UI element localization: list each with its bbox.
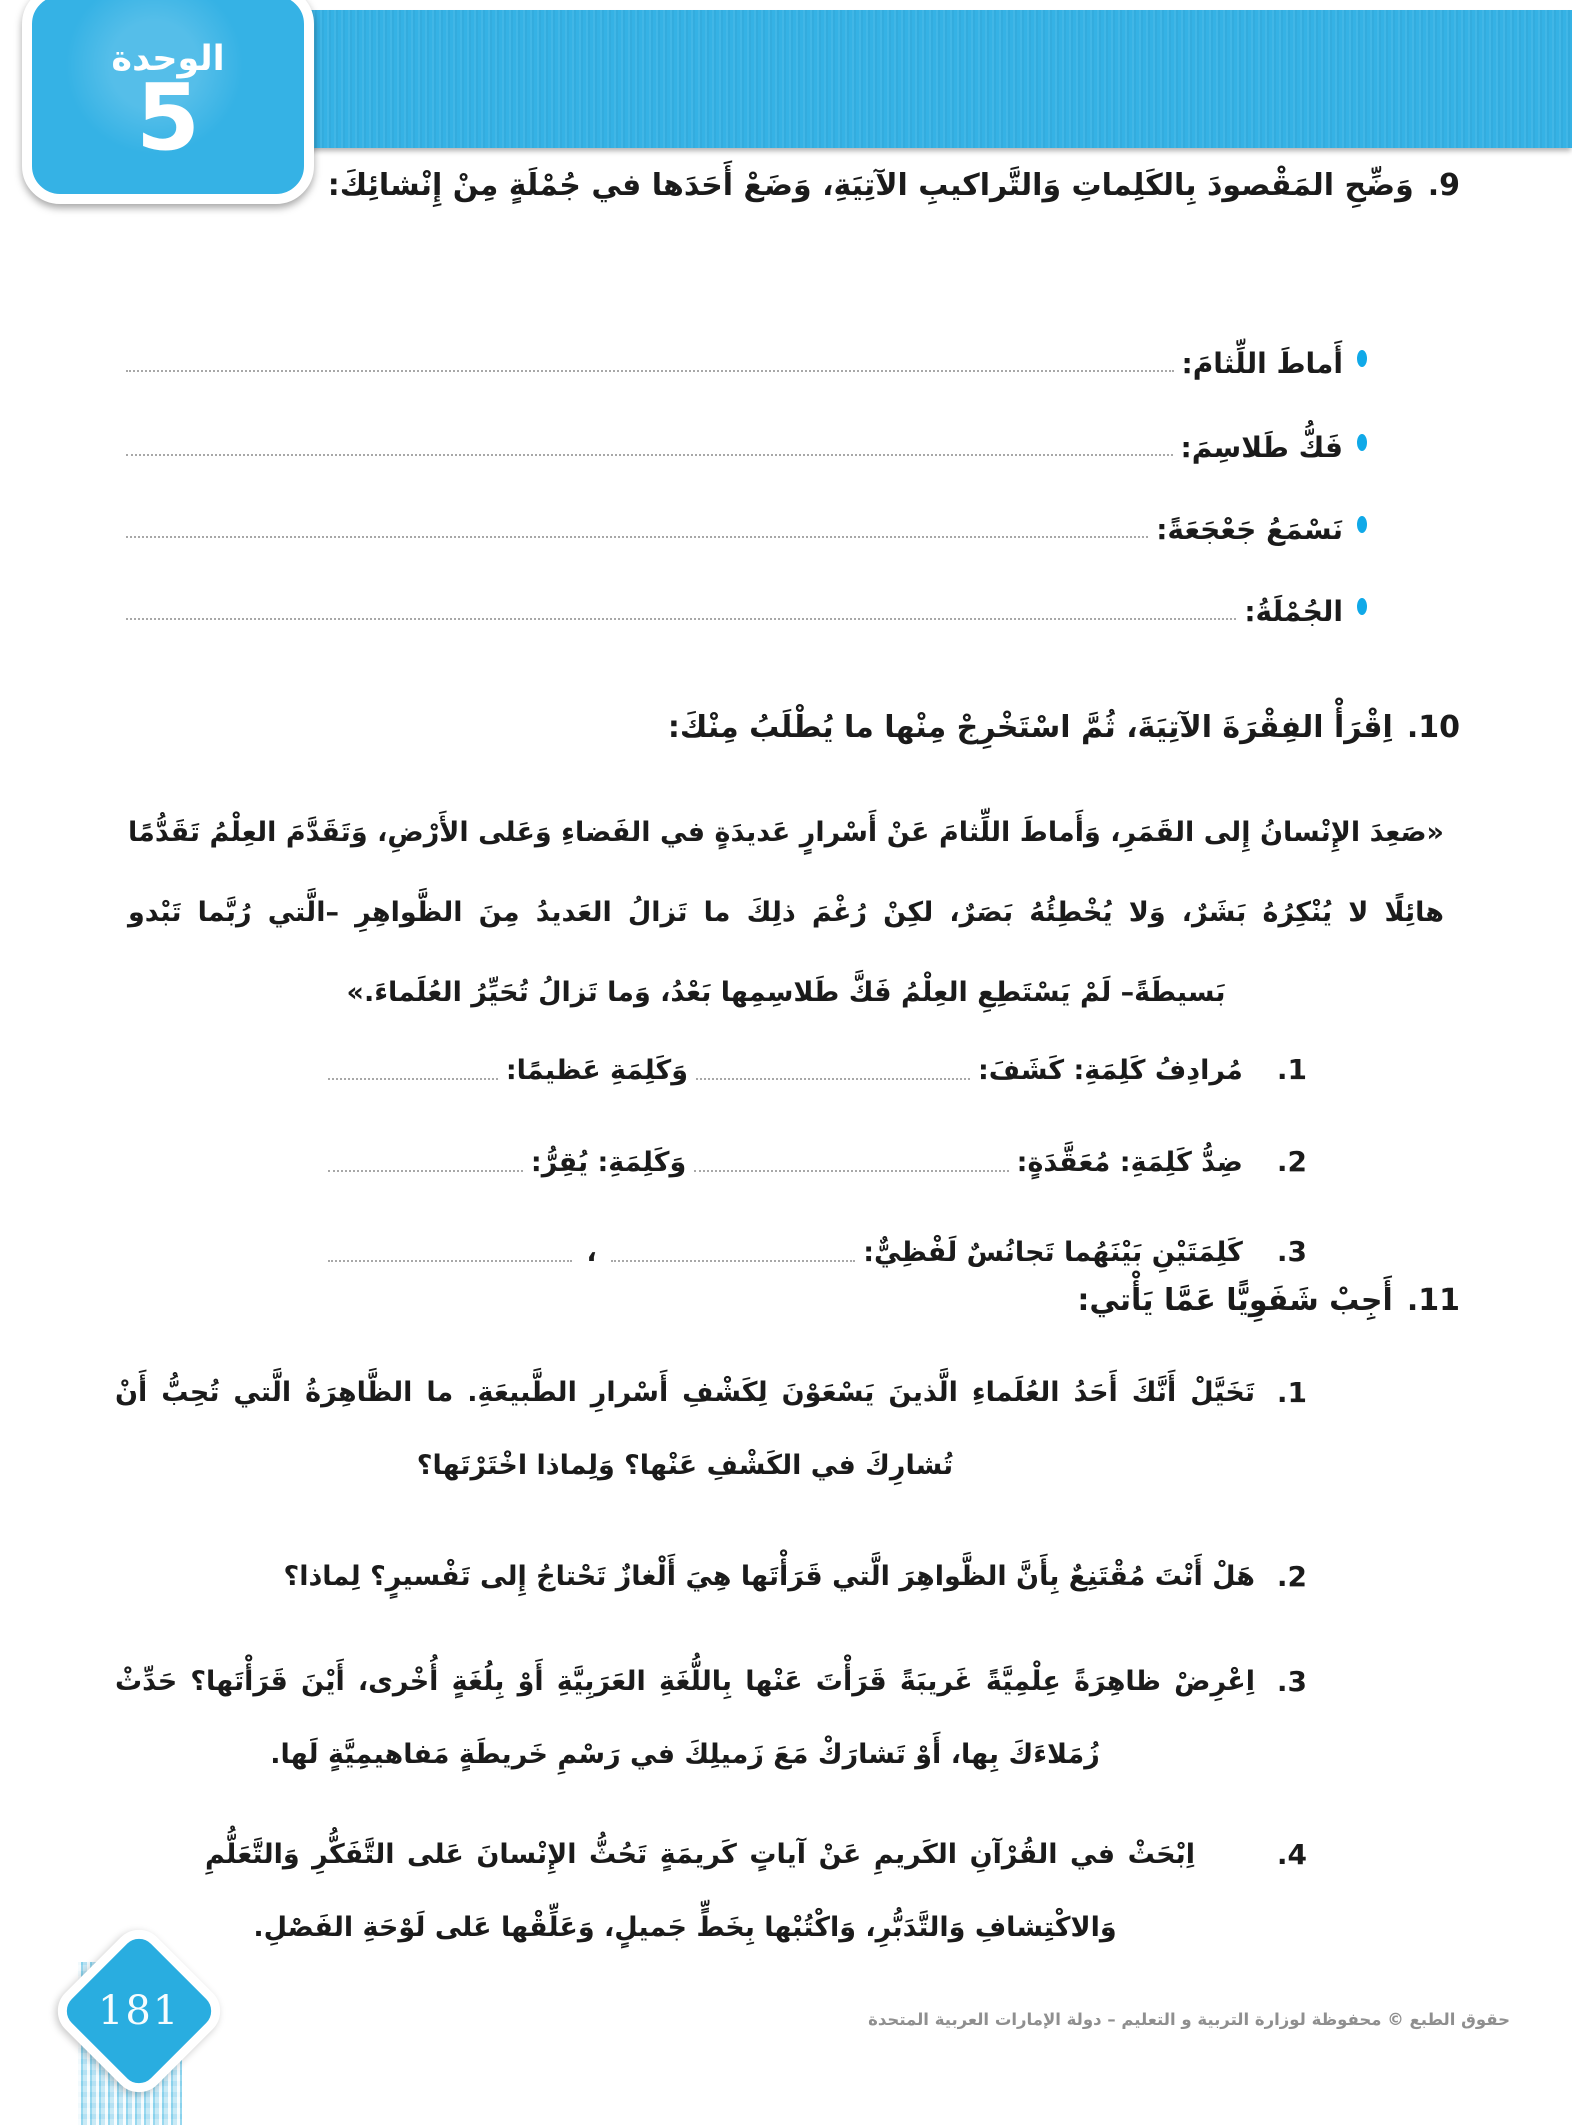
- item-label: مُرادِفُ كَلِمَةِ: كَشَفَ:: [977, 1055, 1243, 1086]
- passage-line: هائِلًا لا يُنْكِرُهُ بَشَرٌ، وَلا يُخْطِئُهُ بَصَرٌ، لكِنْ رُغْمَ ذلِكَ ما تَزالُ العَديدُ مِنَ الظَّواهِرِ –الَّتي رُبَّما تَبْدو: [128, 897, 1444, 928]
- question-9-title: وَضِّحِ المَقْصودَ بِالكَلِماتِ وَالتَّراكيبِ الآتِيَةِ، وَضَعْ أَحَدَها في جُمْلَةٍ مِنْ إِنْشائِكَ:: [327, 168, 1414, 203]
- header-band: [243, 10, 1572, 148]
- q9-bullet-row: [118, 494, 1367, 546]
- item-text: [115, 1645, 1255, 1791]
- passage-line: «صَعِدَ الإِنْسانُ إِلى القَمَرِ، وَأَماطَ اللِّثامَ عَنْ أَسْرارٍ عَديدَةٍ في الفَضاءِ وَعَلى الأَرْضِ، وَتَقَدَّمَ العِلْمُ تَقَدُّمًا: [128, 817, 1444, 848]
- item-text-line: اِبْحَثْ في القُرْآنِ الكَريمِ عَنْ آياتٍ كَريمَةٍ تَحُثُّ الإِنْسانَ عَلى التَّفَكُّرِ وَالتَّعَلُّمِ: [205, 1839, 1195, 1870]
- bullet-icon: [1357, 516, 1367, 533]
- item-number: 3.: [1276, 1665, 1307, 1698]
- unit-badge: [22, 0, 314, 204]
- question-11-number: 11.: [1406, 1283, 1460, 1318]
- item-text-line: هَلْ أَنْتَ مُقْتَنِعٌ بِأَنَّ الظَّواهِرَ الَّتي قَرَأْتَها هِيَ أَلْغازٌ تَحْتاجُ إِلى تَفْسيرٍ؟ لِماذا؟: [283, 1561, 1255, 1592]
- question-9-header: [112, 168, 1460, 203]
- bullet-icon: [1357, 598, 1367, 615]
- bullet-label: نَسْمَعُ جَعْجَعَةً:: [1156, 513, 1343, 546]
- item-text-line: اِعْرِضْ ظاهِرَةً عِلْمِيَّةً غَريبَةً قَرَأْتَ عَنْها بِاللُّغَةِ العَرَبِيَّةِ أَوْ بِلُغَةٍ أُخْرى، أَيْنَ قَرَأْتَها؟ حَدِّثْ: [115, 1666, 1255, 1697]
- bullet-label: الجُمْلَةُ:: [1244, 595, 1343, 628]
- q11-item: [115, 1818, 1307, 1964]
- comma-separator: ،: [586, 1237, 597, 1268]
- item-label: كَلِمَتَيْنِ بَيْنَهُما تَجانُسٌ لَفْظِيٌّ:: [863, 1237, 1243, 1268]
- question-9-number: 9.: [1427, 168, 1460, 203]
- q10-item-row: [320, 1124, 1307, 1180]
- item-label: وَكَلِمَةِ: يُقِرُّ:: [530, 1147, 687, 1178]
- answer-blank-line: [328, 1143, 523, 1172]
- answer-blank-line: [328, 1051, 498, 1080]
- q11-item: [115, 1645, 1307, 1791]
- q11-item: [115, 1540, 1307, 1613]
- answer-blank-line: [696, 1051, 970, 1080]
- item-text-line: تَخَيَّلْ أَنَّكَ أَحَدُ العُلَماءِ الَّذينَ يَسْعَوْنَ لِكَشْفِ أَسْرارِ الطَّبيعَةِ. ما الظَّاهِرَةُ الَّتي تُحِبُّ أَنْ: [115, 1377, 1255, 1408]
- question-11-title: أَجِبْ شَفَوِيًّا عَمَّا يَأْتي:: [1077, 1283, 1393, 1318]
- item-text: [115, 1540, 1255, 1613]
- item-text-line: تُشارِكَ في الكَشْفِ عَنْها؟ وَلِماذا اخْتَرْتَها؟: [416, 1450, 954, 1481]
- item-label: وَكَلِمَةِ عَظيمًا:: [505, 1055, 689, 1086]
- q9-bullet-row: [118, 328, 1367, 380]
- answer-blank-line: [694, 1143, 1008, 1172]
- q9-bullet-row: [118, 576, 1367, 628]
- answer-blank-line: [126, 602, 1236, 620]
- q11-item: [115, 1356, 1307, 1502]
- item-number: 4.: [1276, 1838, 1307, 1871]
- answer-blank-line: [126, 438, 1173, 456]
- answer-blank-line: [611, 1233, 855, 1262]
- unit-label: الوحدة: [111, 38, 225, 79]
- question-10-title: اِقْرَأْ الفِقْرَةَ الآتِيَةَ، ثُمَّ اسْتَخْرِجْ مِنْها ما يُطْلَبُ مِنْكَ:: [667, 710, 1393, 745]
- q9-bullet-row: [118, 412, 1367, 464]
- item-number: 2.: [1276, 1560, 1307, 1593]
- item-number: 1.: [1276, 1053, 1307, 1086]
- item-text-line: وَالاكْتِشافِ وَالتَّدَبُّرِ، وَاكْتُبْها بِخَطٍّ جَميلٍ، وَعَلِّقْها عَلى لَوْحَةِ الفَصْلِ.: [253, 1912, 1117, 1943]
- answer-blank-line: [328, 1233, 572, 1262]
- page-number: 181: [97, 1988, 181, 2035]
- copyright-notice: حقوق الطبع © محفوظة لوزارة التربية و التعليم – دولة الإمارات العربية المتحدة: [868, 2010, 1510, 2029]
- item-text-line: زُمَلاءَكَ بِها، أَوْ تَشارَكْ مَعَ زَميلِكَ في رَسْمِ خَريطَةٍ مَفاهيمِيَّةٍ لَها.: [270, 1739, 1100, 1770]
- bullet-label: أَماطَ اللِّثامَ:: [1181, 347, 1343, 380]
- item-text: [115, 1818, 1255, 1964]
- bullet-icon: [1357, 350, 1367, 367]
- item-label: ضِدُّ كَلِمَةِ: مُعَقَّدَةٍ:: [1016, 1147, 1243, 1178]
- item-number: 2.: [1276, 1145, 1307, 1178]
- item-number: 1.: [1276, 1376, 1307, 1409]
- question-10-number: 10.: [1406, 710, 1460, 745]
- passage-line: بَسيطَةً– لَمْ يَسْتَطِعِ العِلْمُ فَكَّ طَلاسِمِها بَعْدُ، وَما تَزالُ تُحَيِّرُ العُلَماءَ.»: [346, 977, 1226, 1008]
- unit-number: 5: [136, 63, 201, 171]
- reading-passage: [128, 793, 1444, 1033]
- question-10-header: [112, 710, 1460, 745]
- bullet-label: فَكُّ طَلاسِمَ:: [1180, 431, 1343, 464]
- answer-blank-line: [126, 354, 1174, 372]
- question-11-header: [112, 1283, 1460, 1318]
- q10-item-row: [320, 1032, 1307, 1088]
- item-text: [115, 1356, 1255, 1502]
- item-number: 3.: [1276, 1235, 1307, 1268]
- answer-blank-line: [126, 520, 1148, 538]
- bullet-icon: [1357, 434, 1367, 451]
- q10-item-row: [320, 1214, 1307, 1270]
